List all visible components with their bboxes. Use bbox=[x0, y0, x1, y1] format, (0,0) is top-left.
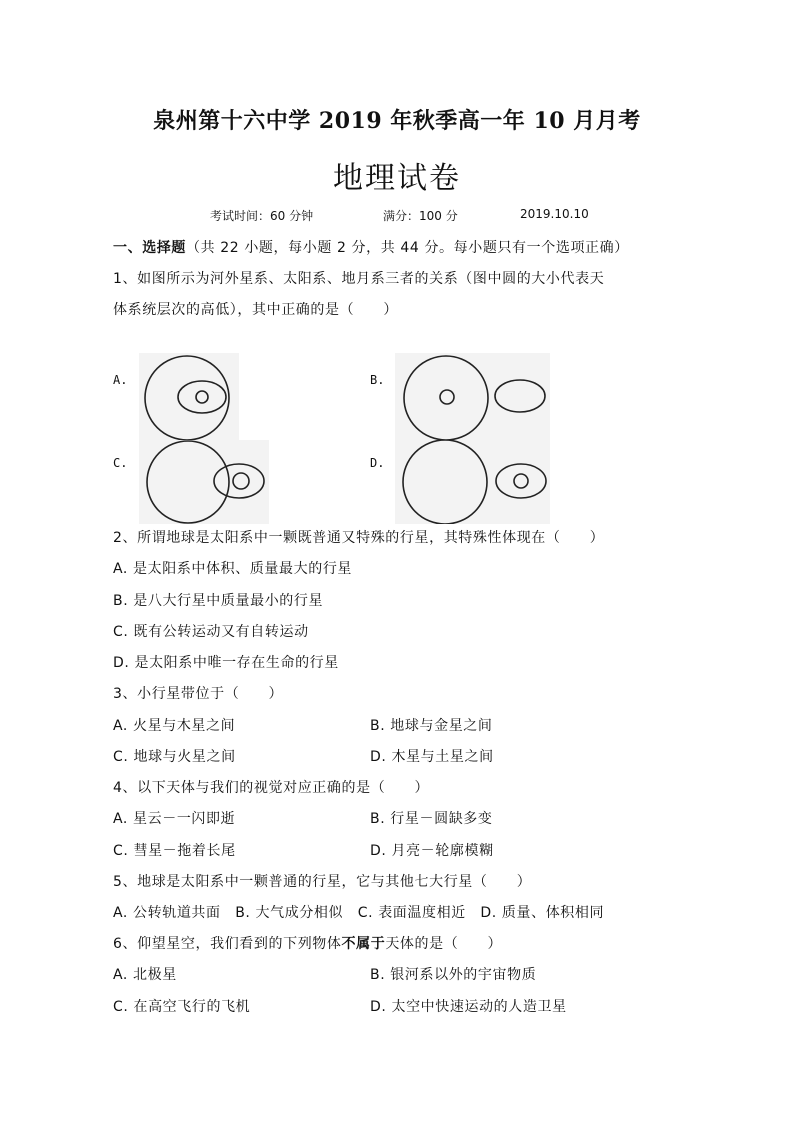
question-5-stem: 5、地球是太阳系中一颗普通的行星，它与其他七大行星（ ） bbox=[113, 874, 532, 890]
q6-option-a: A. 北极星 bbox=[113, 967, 177, 983]
q2-option-d: D. 是太阳系中唯一存在生命的行星 bbox=[113, 655, 339, 671]
section-note: （共 22 小题，每小题 2 分，共 44 分。每小题只有一个选项正确） bbox=[186, 240, 629, 256]
galaxy-circle bbox=[145, 356, 229, 440]
question-6-stem bbox=[113, 934, 502, 954]
galaxy-circle bbox=[147, 441, 229, 523]
exam-subtitle: 地理试卷 bbox=[333, 161, 461, 196]
solar-system-ellipse bbox=[178, 381, 226, 413]
q4-option-d: D. 月亮－轮廓模糊 bbox=[370, 843, 494, 859]
q6-option-d: D. 太空中快速运动的人造卫星 bbox=[370, 999, 567, 1015]
question-3-stem: 3、小行星带位于（ ） bbox=[113, 686, 284, 702]
q2-option-c: C. 既有公转运动又有自转运动 bbox=[113, 624, 309, 640]
q1-figure-d bbox=[395, 440, 550, 524]
solar-system-ellipse bbox=[495, 380, 545, 412]
earth-moon-circle bbox=[233, 473, 249, 489]
q6-option-b: B. 银河系以外的宇宙物质 bbox=[370, 967, 537, 983]
q3-option-a: A. 火星与木星之间 bbox=[113, 718, 236, 734]
q6-stem-emphasis: 不属于 bbox=[341, 936, 386, 952]
question-2-stem: 2、所谓地球是太阳系中一颗既普通又特殊的行星，其特殊性体现在（ ） bbox=[113, 530, 605, 546]
section-number: 一、 bbox=[113, 240, 143, 256]
q6-option-c: C. 在高空飞行的飞机 bbox=[113, 999, 251, 1015]
question-1-line-1: 1、如图所示为河外星系、太阳系、地月系三者的关系（图中圆的大小代表天 bbox=[113, 271, 605, 287]
q1-figure-b bbox=[395, 353, 550, 441]
galaxy-circle bbox=[403, 440, 487, 524]
q1-figure-c bbox=[139, 440, 269, 524]
earth-moon-circle bbox=[440, 390, 454, 404]
q6-stem-start: 6、仰望星空，我们看到的下列物体 bbox=[113, 936, 342, 952]
earth-moon-circle bbox=[514, 474, 528, 488]
q1-option-c-label: C. bbox=[113, 456, 128, 470]
q4-option-b: B. 行星－圆缺多变 bbox=[370, 811, 493, 827]
exam-title: 泉州第十六中学 2019 年秋季高一年 10 月月考 bbox=[153, 108, 641, 134]
q3-option-d: D. 木星与土星之间 bbox=[370, 749, 494, 765]
question-1-line-2: 体系统层次的高低），其中正确的是（ ） bbox=[113, 302, 398, 318]
q3-option-c: C. 地球与火星之间 bbox=[113, 749, 236, 765]
q5-options: A. 公转轨道共面 B. 大气成分相似 C. 表面温度相近 D. 质量、体积相同 bbox=[113, 905, 605, 921]
q4-option-c: C. 彗星－拖着长尾 bbox=[113, 843, 236, 859]
earth-moon-circle bbox=[196, 391, 208, 403]
q2-option-b: B. 是八大行星中质量最小的行星 bbox=[113, 593, 324, 609]
q1-option-d-label: D. bbox=[370, 456, 385, 470]
exam-date: 2019.10.10 bbox=[520, 207, 589, 221]
q1-option-a-label: A. bbox=[113, 373, 128, 387]
section-heading bbox=[113, 238, 629, 258]
galaxy-circle bbox=[404, 356, 488, 440]
solar-system-ellipse bbox=[496, 464, 546, 498]
q2-option-a: A. 是太阳系中体积、质量最大的行星 bbox=[113, 561, 353, 577]
solar-system-ellipse bbox=[214, 464, 264, 498]
section-title: 选择题 bbox=[142, 240, 187, 256]
question-4-stem: 4、以下天体与我们的视觉对应正确的是（ ） bbox=[113, 780, 430, 796]
exam-duration: 考试时间：60 分钟 bbox=[210, 209, 314, 223]
q4-option-a: A. 星云－一闪即逝 bbox=[113, 811, 236, 827]
q3-option-b: B. 地球与金星之间 bbox=[370, 718, 493, 734]
q1-figure-a bbox=[139, 353, 239, 441]
exam-total-score: 满分：100 分 bbox=[383, 209, 458, 223]
q6-stem-end: 天体的是（ ） bbox=[385, 936, 503, 952]
q1-option-b-label: B. bbox=[370, 373, 385, 387]
